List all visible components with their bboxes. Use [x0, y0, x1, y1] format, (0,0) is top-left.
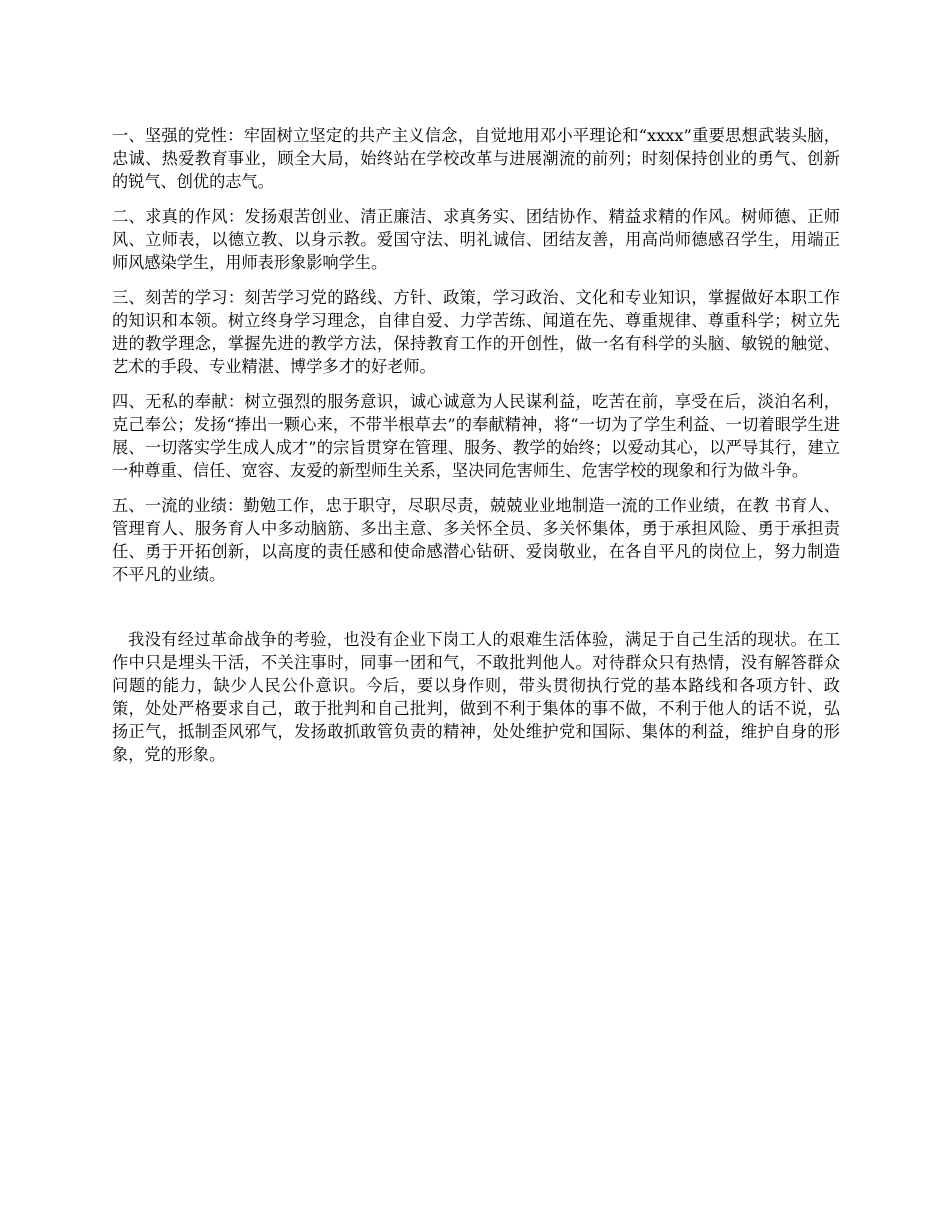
- paragraph-study: 三、刻苦的学习：刻苦学习党的路线、方针、政策，学习政治、文化和专业知识，掌握做好本职工作的知识和本领。树立终身学习理念，自律自爱、力学苦练、闻道在先、尊重规律、尊重科学；树立先进的教学理念，掌握先进的教学方法，保持教育工作的开创性，做一名有科学的头脑、敏锐的触觉、艺术的手段、专业精湛、博学多才的好老师。: [112, 288, 840, 376]
- paragraph-performance: 五、一流的业绩：勤勉工作，忠于职守，尽职尽责，兢兢业业地制造一流的工作业绩，在教 书育人、管理育人、服务育人中多动脑筋、多出主意、多关怀全员、多关怀集体，勇于承担风险、勇于承担责任、勇于开拓创新，以高度的责任感和使命感潜心钻研、爱岗敬业，在各自平凡的岗位上，努力制造不平凡的业绩。: [112, 496, 840, 584]
- paragraph-work-style: 二、求真的作风：发扬艰苦创业、清正廉洁、求真务实、团结协作、精益求精的作风。树师德、正师风、立师表，以德立教、以身示教。爱国守法、明礼诚信、团结友善，用高尚师德感召学生，用端正师风感染学生，用师表形象影响学生。: [112, 207, 840, 272]
- document-page: [112, 124, 840, 766]
- paragraph-spacer: [112, 193, 840, 205]
- paragraph-spacer: [112, 274, 840, 286]
- paragraph-spacer: [112, 482, 840, 494]
- paragraph-party-spirit: 一、坚强的党性：牢固树立坚定的共产主义信念，自觉地用邓小平理论和“xxxx”重要思想武装头脑，忠诚、热爱教育事业，顾全大局，始终站在学校改革与进展潮流的前列；时刻保持创业的勇气、创新的锐气、创优的志气。: [112, 126, 840, 191]
- paragraph-spacer: [112, 378, 840, 390]
- paragraph-self-reflection: 我没有经过革命战争的考验，也没有企业下岗工人的艰难生活体验，满足于自己生活的现状。在工作中只是埋头干活，不关注事时，同事一团和气，不敢批判他人。对待群众只有热情，没有解答群众问题的能力，缺少人民公仆意识。今后，要以身作则，带头贯彻执行党的基本路线和各项方针、政策，处处严格要求自己，敢于批判和自己批判，做到不利于集体的事不做，不利于他人的话不说，弘扬正气，抵制歪风邪气，发扬敢抓敢管负责的精神，处处维护党和国际、集体的利益，维护自身的形象，党的形象。: [112, 630, 840, 764]
- paragraph-dedication: 四、无私的奉献：树立强烈的服务意识，诚心诚意为人民谋利益，吃苦在前，享受在后，淡泊名利，克己奉公；发扬“捧出一颗心来，不带半根草去”的奉献精神，将“一切为了学生利益、一切着眼学生进展、一切落实学生成人成才”的宗旨贯穿在管理、服务、教学的始终；以爱动其心，以严导其行，建立一种尊重、信任、宽容、友爱的新型师生关系，坚决同危害师生、危害学校的现象和行为做斗争。: [112, 392, 840, 480]
- section-spacer: [112, 586, 840, 628]
